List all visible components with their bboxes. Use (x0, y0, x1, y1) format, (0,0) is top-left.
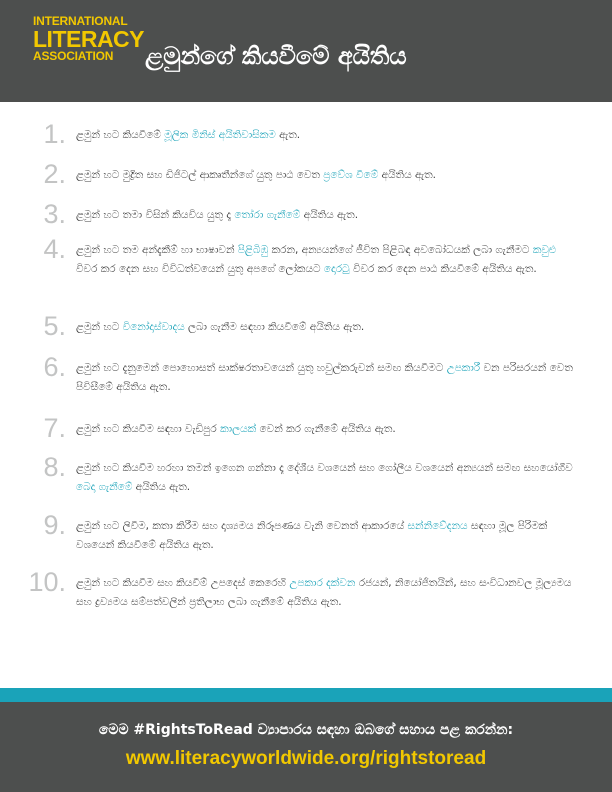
item-number: 10. (28, 567, 66, 597)
page-title: ළමුන්ගේ කියවීමේ අයිතිය (145, 42, 407, 70)
highlighted-phrase: කවුළු (532, 244, 556, 256)
item-text (76, 459, 576, 497)
highlighted-phrase: පිළිබිඹු (237, 244, 269, 256)
item-text (76, 420, 576, 439)
item-text (76, 206, 576, 225)
item-text (76, 318, 576, 337)
item-number: 9. (43, 510, 66, 540)
text-segment: ඇත. (275, 129, 301, 141)
text-segment: ළමුන් හට තම අන්දැකීම් හා භාෂාවන් (76, 244, 238, 256)
text-segment: අයිතිය ඇත. (378, 169, 436, 181)
highlighted-phrase: තෝරා ගැනීමේ (234, 209, 301, 221)
highlighted-phrase: සන්නිවේදනය (407, 520, 468, 532)
text-segment: ළමුන් හට කියවීමේ (76, 129, 165, 141)
text-segment: ළමුන් හට කියවීම සහ කියවීම් උපදෙස් කෙරෙහි (76, 577, 290, 589)
logo-line-1: INTERNATIONAL (33, 14, 128, 28)
text-segment: ළමුන් හට තමා විසින් කියවිය යුතු දෑ (76, 209, 235, 221)
footer-banner (0, 702, 612, 792)
text-segment: අයිතිය ඇත. (132, 481, 191, 493)
accent-bar (0, 688, 612, 702)
item-text (76, 241, 576, 279)
logo-line-2: LITERACY (33, 26, 144, 52)
highlighted-phrase: මූලික මිනිස් අයිතිවාසිකම (164, 129, 276, 141)
item-text (76, 359, 576, 397)
highlighted-phrase: බෙදා ගැනීමේ (76, 481, 133, 493)
item-number: 8. (43, 452, 66, 482)
rights-card (24, 112, 588, 672)
text-segment: විවර කර දෙන පාඨ කියවීමේ අයිතිය ඇත. (349, 263, 537, 275)
text-segment: කරන, අන්‍යයන්ගේ ජීවිත පිළිබඳ අවබෝධයක් ලබා ගැනීමට (268, 244, 533, 256)
item-number: 3. (43, 199, 66, 229)
item-number: 2. (43, 159, 66, 189)
text-segment: ළමුන් හට දැනුමෙන් පොහොසත් සාක්ෂරතාවයෙන් යුතු හවුල්කරුවන් සමඟ කියවීමට (76, 362, 447, 374)
item-text (76, 166, 576, 185)
item-number: 5. (43, 311, 66, 341)
text-segment: සඳහා මූල පිරිමක් වශයෙන් කියවීමේ අයිතිය ඇත. (76, 520, 548, 551)
item-text (76, 517, 576, 555)
item-number: 1. (43, 119, 66, 149)
text-segment: වන පරිසරයන් වෙත පිවිසීමේ අයිතිය ඇත. (76, 362, 573, 393)
text-segment: ළමුන් හට (76, 321, 123, 333)
item-text (76, 126, 576, 145)
text-segment: ලබා ගැනීම සඳහා කියවීමේ අයිතිය ඇත. (184, 321, 365, 333)
highlighted-phrase: කාලයක් (220, 423, 257, 435)
text-segment: ළමුන් හට කියවීම සඳහා වැඩිපුර (76, 423, 221, 435)
highlighted-phrase: දොරටු (323, 263, 350, 275)
highlighted-phrase: උපකාර දක්වන (289, 577, 356, 589)
ila-logo[interactable] (33, 14, 144, 63)
footer-url-link[interactable]: www.literacyworldwide.org/rightstoread (125, 748, 487, 769)
item-text (76, 574, 576, 612)
logo-line-3: ASSOCIATION (33, 49, 114, 63)
item-number: 4. (43, 234, 66, 264)
item-number: 6. (43, 352, 66, 382)
text-segment: ළමුන් හට මුද්‍රිත සහ ඩිජිටල් ආකෘතීන්ගේ යුතු පාඨ වෙත (76, 169, 324, 181)
item-number: 7. (43, 413, 66, 443)
text-segment: වෙන් කර ගැනීමේ අයිතිය ඇත. (256, 423, 396, 435)
text-segment: රජයන්, නියෝජිතයින්, සහ සංවිධානවල මූල්‍යමය සහ ද්‍රව්‍යමය සම්පත්වලින් ප්‍රතිලාභ ලබා ගැනීමේ අයිතිය ඇත. (76, 577, 572, 608)
text-segment: ළමුන් හට ලිවීම, කතා කිරීම සහ දෘශ්‍යමය නිරූපණය වැනි වෙනත් ආකාරයේ (76, 520, 408, 532)
highlighted-phrase: විනෝදාස්වාදය (122, 321, 185, 333)
header-banner (0, 0, 612, 102)
text-segment: ළමුන් හට කියවීම හරහා තමන් ඉගෙන ගන්නා දෑ දේශීය වශයෙන් සහ ගෝලීය වශයෙන් අන්‍යයන් සමඟ සහයෝගීව (76, 462, 573, 474)
highlighted-phrase: ප්‍රවේශ වීමේ (323, 169, 379, 181)
highlighted-phrase: උපකාරී (446, 362, 481, 374)
footer-cta: මෙම #RightsToRead ව්‍යාපාරය සඳහා ඔබගේ සහාය පළ කරන්න: (98, 722, 514, 738)
text-segment: අයිතිය ඇත. (300, 209, 359, 221)
text-segment: විවර කර දෙන සහ විවිධත්වයෙන් යුතු අපගේ ලෝකයට (76, 263, 324, 275)
